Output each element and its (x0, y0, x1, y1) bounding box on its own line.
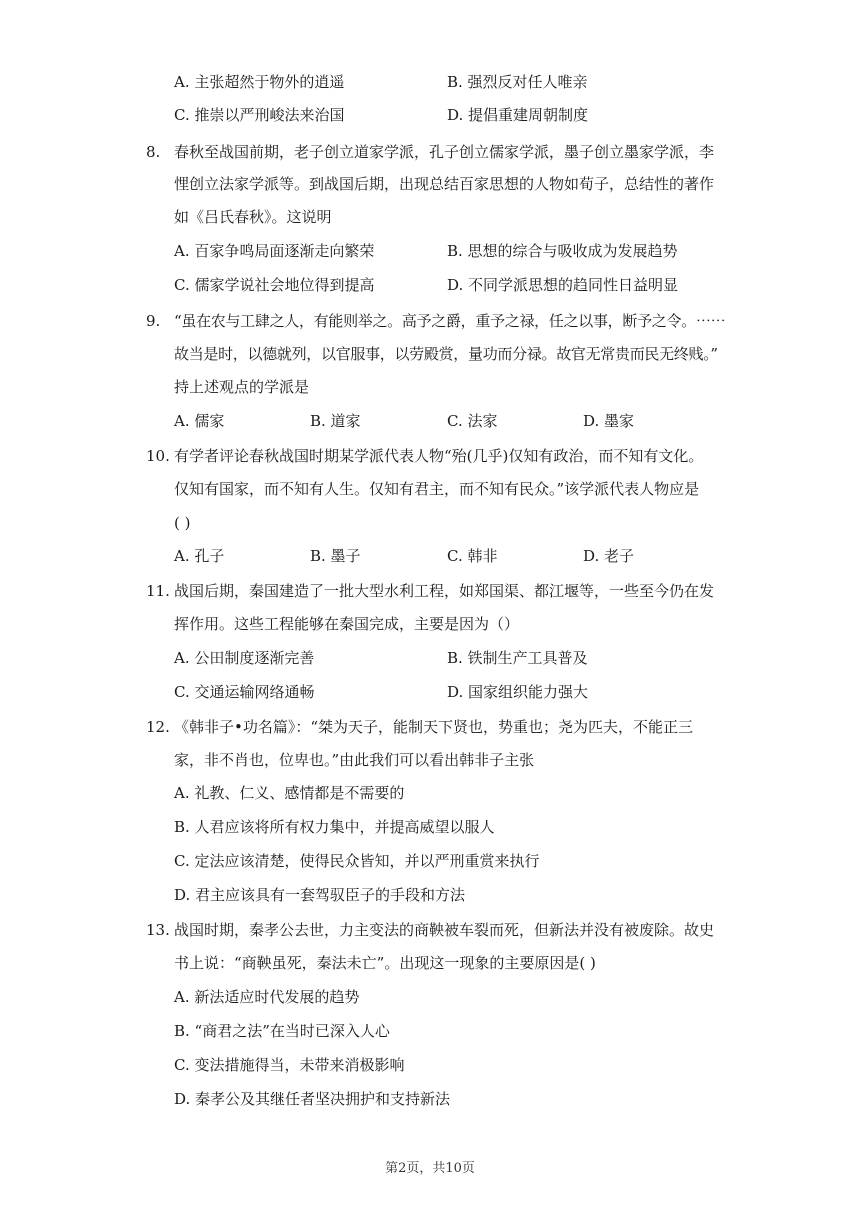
q11-option-c: C. 交通运输网络通畅 (174, 683, 315, 701)
q12-number: 12. (146, 718, 170, 736)
q8-option-a: A. 百家争鸣局面逐渐走向繁荣 (174, 242, 375, 260)
q13-option-c: C. 变法措施得当，未带来消极影响 (174, 1056, 405, 1074)
q7-option-b: B. 强烈反对任人唯亲 (447, 73, 588, 91)
q7-option-d: D. 提倡重建周朝制度 (447, 106, 589, 124)
q9-option-a: A. 儒家 (174, 412, 225, 430)
q12-option-a: A. 礼教、仁义、感情都是不需要的 (174, 784, 405, 802)
q13-stem-line: 书上说：“商鞅虽死，秦法未亡”。出现这一现象的主要原因是( ) (174, 954, 596, 972)
q13-option-b: B. “商君之法”在当时已深入人心 (174, 1022, 390, 1040)
q9-number: 9. (146, 312, 161, 330)
q10-option-d: D. 老子 (583, 547, 635, 565)
q10-option-a: A. 孔子 (174, 547, 225, 565)
q10-stem-line: 仅知有国家，而不知有人生。仅知有君主，而不知有民众。”该学派代表人物应是 (174, 480, 700, 498)
q11-number: 11. (146, 582, 170, 600)
q9-option-d: D. 墨家 (583, 412, 635, 430)
q10-number: 10. (146, 447, 170, 465)
q10-stem-line: 有学者评论春秋战国时期某学派代表人物“殆(几乎)仅知有政治，而不知有文化。 (174, 447, 704, 465)
q13-option-d: D. 秦孝公及其继任者坚决拥护和支持新法 (174, 1090, 451, 1108)
q11-stem-line: 挥作用。这些工程能够在秦国完成，主要是因为（） (174, 615, 520, 633)
q9-stem-line: 故当是时，以德就列，以官服事，以劳殿赏，量功而分禄。故官无常贵而民无终贱。” (174, 345, 718, 363)
q8-stem-line: 悝创立法家学派等。到战国后期，出现总结百家思想的人物如荀子，总结性的著作 (174, 175, 715, 193)
q12-option-b: B. 人君应该将所有权力集中，并提高威望以服人 (174, 818, 495, 836)
q8-stem-line: 春秋至战国前期，老子创立道家学派，孔子创立儒家学派，墨子创立墨家学派，李 (174, 143, 715, 161)
q7-option-c: C. 推崇以严刑峻法来治国 (174, 106, 345, 124)
q12-stem-line: 家，非不肖也，位卑也。”由此我们可以看出韩非子主张 (174, 751, 535, 769)
q9-option-b: B. 道家 (310, 412, 361, 430)
q12-option-c: C. 定法应该清楚，使得民众皆知，并以严刑重赏来执行 (174, 852, 540, 870)
q8-option-b: B. 思想的综合与吸收成为发展趋势 (447, 242, 678, 260)
q8-number: 8. (146, 143, 161, 161)
q11-stem-line: 战国后期，秦国建造了一批大型水利工程，如郑国渠、都江堰等，一些至今仍在发 (174, 582, 715, 600)
q8-stem-line: 如《吕氏春秋》。这说明 (174, 208, 332, 226)
q12-stem-line: 《韩非子•功名篇》：“桀为天子，能制天下贤也，势重也；尧为匹夫，不能正三 (174, 718, 694, 736)
q11-option-b: B. 铁制生产工具普及 (447, 649, 588, 667)
q11-option-d: D. 国家组织能力强大 (447, 683, 589, 701)
q9-stem-line: “虽在农与工肆之人，有能则举之。高予之爵，重予之禄，任之以事，断予之令。⋯⋯ (174, 312, 726, 330)
q13-number: 13. (146, 921, 170, 939)
q11-option-a: A. 公田制度逐渐完善 (174, 649, 315, 667)
page-footer: 第2页，共10页 (385, 1161, 475, 1176)
q13-stem-line: 战国时期，秦孝公去世，力主变法的商鞅被车裂而死，但新法并没有被废除。故史 (174, 921, 715, 939)
q9-option-c: C. 法家 (447, 412, 498, 430)
q13-option-a: A. 新法适应时代发展的趋势 (174, 988, 360, 1006)
q9-stem-line: 持上述观点的学派是 (174, 378, 310, 396)
q12-option-d: D. 君主应该具有一套驾驭臣子的手段和方法 (174, 886, 466, 904)
q10-stem-line: ( ) (174, 514, 191, 532)
q7-option-a: A. 主张超然于物外的逍遥 (174, 73, 345, 91)
q10-option-c: C. 韩非 (447, 547, 498, 565)
q10-option-b: B. 墨子 (310, 547, 361, 565)
q8-option-d: D. 不同学派思想的趋同性日益明显 (447, 276, 679, 294)
q8-option-c: C. 儒家学说社会地位得到提高 (174, 276, 375, 294)
